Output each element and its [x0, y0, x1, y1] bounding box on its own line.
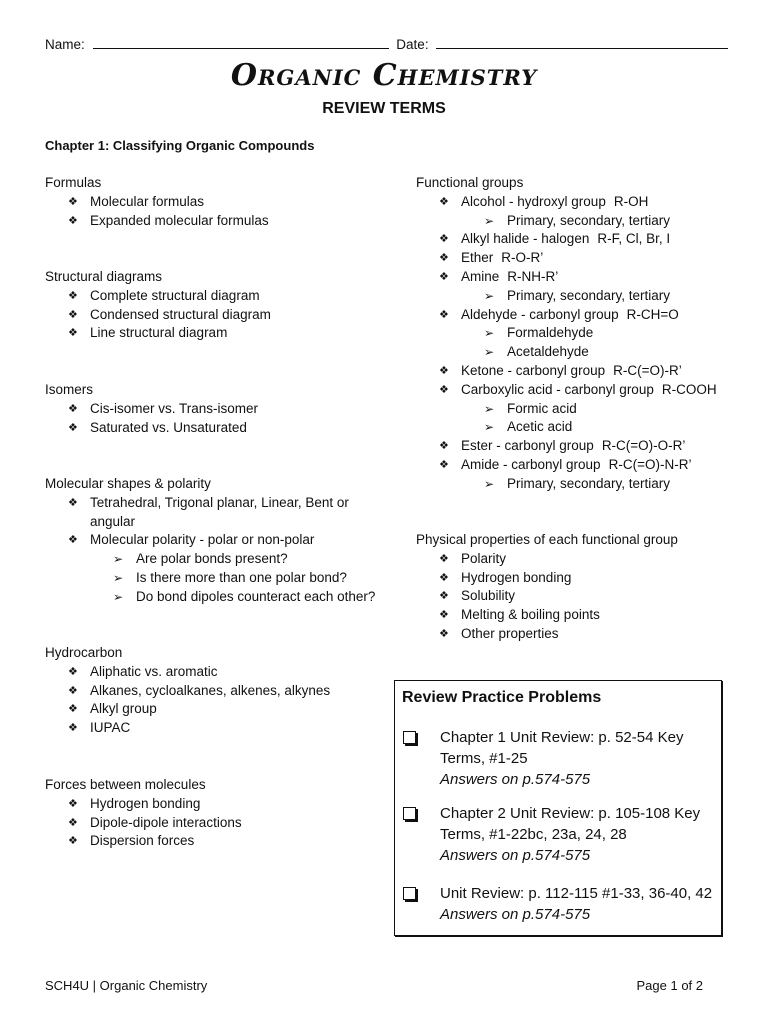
group-formula: R-C(=O)-O-R’: [601, 438, 686, 454]
sub-item: ➢ Formaldehyde: [416, 324, 717, 343]
list-item-continued: angular: [90, 513, 136, 529]
checkbox-icon[interactable]: [403, 807, 416, 820]
review-item: [401, 883, 711, 929]
section-molecular-shapes: [45, 475, 375, 607]
checkbox-icon[interactable]: [403, 887, 416, 900]
name-field[interactable]: [93, 36, 389, 49]
section-structural-diagrams: [45, 268, 271, 343]
group-formula: R-NH-R’: [507, 268, 559, 284]
review-item-text: Chapter 1 Unit Review: p. 52-54 Key Terms, #1-25: [440, 729, 684, 767]
group-name: Amide - carbonyl group: [461, 456, 601, 472]
sub-item: ➢ Primary, secondary, tertiary: [416, 287, 717, 306]
list-item: ❖ Tetrahedral, Trigonal planar, Linear, Bent or: [45, 494, 375, 513]
list-item: ❖ Cis-isomer vs. Trans-isomer: [45, 400, 258, 419]
list-item: [416, 230, 717, 249]
group-name: Alcohol - hydroxyl group: [461, 193, 606, 209]
group-name: Carboxylic acid - carbonyl group: [461, 381, 654, 397]
list-item: ❖ Aliphatic vs. aromatic: [45, 663, 330, 682]
list-item: ❖ Alkanes, cycloalkanes, alkenes, alkynes: [45, 682, 330, 701]
list-item: ❖ Molecular formulas: [45, 193, 269, 212]
list-item: ❖ Polarity: [416, 550, 678, 569]
sub-item: ➢ Primary, secondary, tertiary: [416, 212, 717, 231]
section-title: Molecular shapes & polarity: [45, 476, 211, 491]
list-item: [416, 193, 717, 212]
list-item: ❖ Molecular polarity - polar or non-polar: [45, 531, 375, 550]
group-name: Ester - carbonyl group: [461, 438, 594, 454]
list-item: [416, 306, 717, 325]
sub-item: ➢ Do bond dipoles counteract each other?: [45, 588, 375, 607]
group-name: Alkyl halide - halogen: [461, 231, 590, 247]
section-functional-groups: [416, 174, 717, 494]
header-row: [45, 36, 725, 52]
group-formula: R-O-R’: [501, 250, 544, 266]
checkbox-icon[interactable]: [403, 731, 416, 744]
sub-item: ➢ Acetic acid: [416, 418, 717, 437]
group-formula: R-C(=O)-R’: [613, 362, 682, 378]
sub-item: ➢ Formic acid: [416, 400, 717, 419]
section-title: Isomers: [45, 382, 94, 397]
list-item: ❖ Hydrogen bonding: [45, 795, 242, 814]
list-item: [416, 268, 717, 287]
review-item-answers: Answers on p.574-575: [440, 906, 591, 923]
list-item: ❖ Condensed structural diagram: [45, 306, 271, 325]
review-heading: Review Practice Problems: [402, 689, 602, 706]
section-title: Hydrocarbon: [45, 645, 123, 660]
section-title: Physical properties of each functional group: [416, 532, 678, 547]
section-title: Formulas: [45, 175, 102, 190]
date-label: Date:: [396, 37, 429, 52]
list-item: [416, 362, 717, 381]
list-item: ❖ Melting & boiling points: [416, 606, 678, 625]
list-item: [416, 249, 717, 268]
section-hydrocarbon: [45, 644, 330, 738]
list-item: ❖ Hydrogen bonding: [416, 569, 678, 588]
chapter-heading: Chapter 1: Classifying Organic Compounds: [45, 138, 315, 153]
date-field[interactable]: [436, 36, 728, 49]
group-formula: R-COOH: [661, 381, 717, 397]
list-item: [416, 456, 717, 475]
list-item: ❖ Dipole-dipole interactions: [45, 814, 242, 833]
section-forces: [45, 776, 242, 851]
group-name: Aldehyde - carbonyl group: [461, 306, 619, 322]
list-item: ❖ Solubility: [416, 587, 678, 606]
page-subtitle: REVIEW TERMS: [322, 100, 446, 117]
footer-page-number: Page 1 of 2: [636, 978, 703, 993]
group-formula: R-F, Cl, Br, I: [597, 231, 671, 247]
group-formula: R-CH=O: [626, 306, 679, 322]
list-item: ❖ Other properties: [416, 625, 678, 644]
review-practice-box: [394, 680, 722, 936]
section-title: Structural diagrams: [45, 269, 163, 284]
list-item: [416, 381, 717, 400]
review-item-text: Unit Review: p. 112-115 #1-33, 36-40, 42: [440, 885, 713, 902]
review-item: [401, 803, 711, 873]
group-name: Ketone - carbonyl group: [461, 362, 606, 378]
section-title: Functional groups: [416, 175, 524, 190]
section-isomers: [45, 381, 258, 437]
list-item: ❖ Complete structural diagram: [45, 287, 271, 306]
page-title: Organic Chemistry: [230, 58, 538, 93]
group-formula: R-C(=O)-N-R’: [608, 456, 692, 472]
group-name: Amine: [461, 268, 500, 284]
list-item: ❖ Saturated vs. Unsaturated: [45, 419, 258, 438]
sub-item: ➢ Are polar bonds present?: [45, 550, 375, 569]
sub-item: ➢ Primary, secondary, tertiary: [416, 475, 717, 494]
list-item: ❖ Dispersion forces: [45, 832, 242, 851]
list-item: ❖ Alkyl group: [45, 700, 330, 719]
sub-item: ➢ Acetaldehyde: [416, 343, 717, 362]
list-item: ❖ Expanded molecular formulas: [45, 212, 269, 231]
review-item-answers: Answers on p.574-575: [440, 847, 591, 864]
review-item: [401, 727, 711, 797]
group-name: Ether: [461, 250, 494, 266]
footer-course: SCH4U | Organic Chemistry: [45, 978, 208, 993]
list-item: ❖ IUPAC: [45, 719, 330, 738]
list-item: ❖ Line structural diagram: [45, 324, 271, 343]
review-item-answers: Answers on p.574-575: [440, 771, 591, 788]
sub-item: ➢ Is there more than one polar bond?: [45, 569, 375, 588]
section-physical-properties: [416, 531, 678, 644]
group-formula: R-OH: [613, 193, 649, 209]
section-title: Forces between molecules: [45, 777, 206, 792]
list-item: [416, 437, 717, 456]
name-label: Name:: [45, 37, 85, 52]
review-item-text: Chapter 2 Unit Review: p. 105-108 Key Terms, #1-22bc, 23a, 24, 28: [440, 805, 701, 843]
section-formulas: [45, 174, 269, 230]
